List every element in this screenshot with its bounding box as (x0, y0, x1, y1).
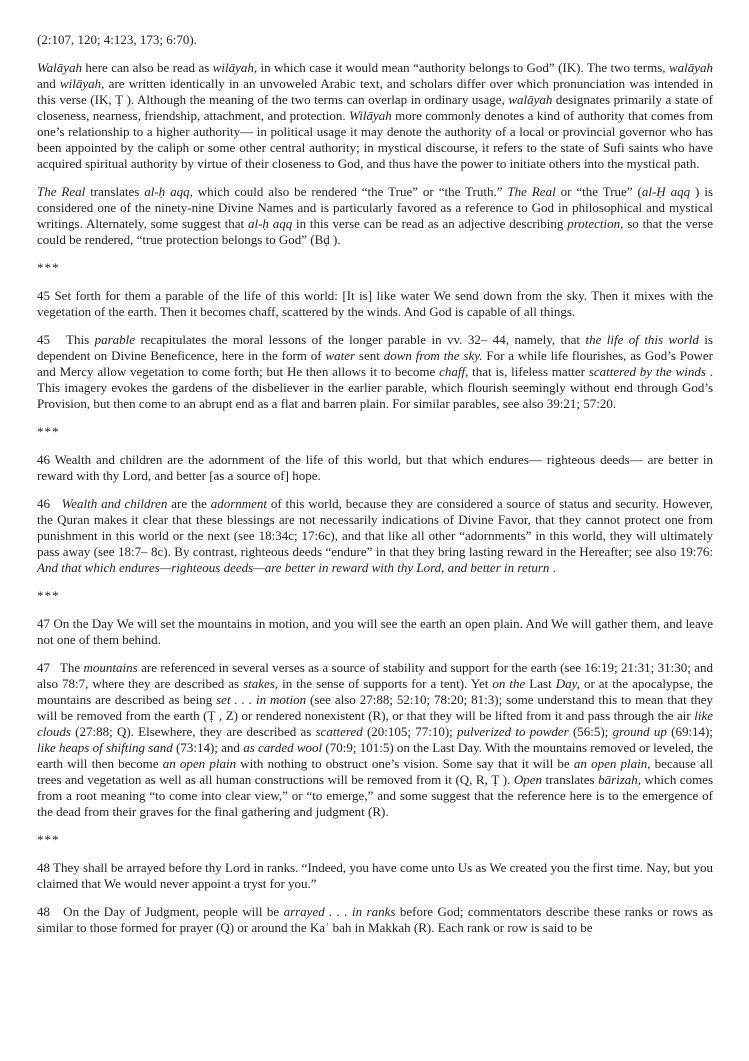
italic-run: al-ḥ aqq, (144, 184, 193, 199)
commentary-paragraph-the-real (37, 184, 713, 248)
italic-run: al-Ḥ aqq (641, 184, 691, 199)
text-run: 47 The (37, 660, 84, 675)
text-run: (73:14); and (172, 740, 244, 755)
text-run: ) is considered one of the ninety-nine Divine Names and is particularly favored as a reference to God in philosophical and mystical writings. Alternately, some suggest that (37, 184, 713, 231)
text-run: or “the True” ( (555, 184, 642, 199)
italic-run: wilāyah, (212, 60, 258, 75)
text-run: 47 On the Day We will set the mountains in motion, and you will see the earth an open plain. And We will gather them, and leave not one of them behind. (37, 616, 713, 647)
italic-run: scattered (315, 724, 363, 739)
italic-run: bārizah, (598, 772, 642, 787)
text-run: or at the apocalypse, the mountains are described as being (37, 676, 714, 707)
italic-run: The Real (507, 184, 556, 199)
commentary-47 (37, 660, 713, 820)
text-run: *** (37, 424, 60, 439)
section-separator (37, 424, 713, 440)
text-run: sent (355, 348, 384, 363)
text-run: here can also be read as (82, 60, 213, 75)
italic-run: walāyah (508, 92, 553, 107)
text-run: is dependent on Divine Beneficence, here in the form of (37, 332, 713, 363)
text-run: so that the verse could be rendered, “true protection belongs to God” (Bḍ ). (37, 216, 713, 247)
italic-run: like heaps of shifting sand (37, 740, 173, 755)
italic-run: an open plain, (573, 756, 651, 771)
italic-run: adornment (210, 496, 268, 511)
text-run: 46 (37, 496, 62, 511)
text-run: before God; commentators describe these ranks or rows as similar to those formed for prayer (Q) or around the Kaʿ bah in Makkah (R). Each rank or row is said to be (37, 904, 713, 935)
text-run: are written identically in an unvoweled Arabic text, and scholars differ over which pronunciation was intended in this verse (IK, Ṭ ). Although the meaning of the two terms can overlap in ordinary usage, (37, 76, 713, 107)
italic-run: Wealth and children (61, 496, 168, 511)
italic-run: Day, (555, 676, 580, 691)
italic-run: on the (492, 676, 526, 691)
verse-47 (37, 616, 713, 648)
text-run: (56:5); (568, 724, 613, 739)
text-run: (20:105; 77:10); (362, 724, 458, 739)
text-run: . (549, 560, 556, 575)
italic-run: walāyah (668, 60, 713, 75)
italic-run: chaff, (439, 364, 469, 379)
text-run: designates primarily a state of closeness, nearness, friendship, attachment, and protection. (37, 92, 714, 123)
italic-run: down from the sky. (383, 348, 483, 363)
text-run: which could also be rendered “the True” or “the Truth.” (192, 184, 508, 199)
italic-run: Wilāyah (349, 108, 392, 123)
italic-run: mountains (83, 660, 138, 675)
text-run: For a while life flourishes, as God’s Power and Mercy allow vegetation to come forth; but He then allows it to become (37, 348, 714, 379)
text-run: with nothing to obstruct one’s vision. Some say that it will be (236, 756, 574, 771)
text-run: recapitulates the moral lessons of the longer parable in vv. 32– 44, namely, that (135, 332, 586, 347)
text-run: in this verse can be read as an adjective describing (292, 216, 568, 231)
text-run: *** (37, 832, 60, 847)
verse-45 (37, 288, 713, 320)
verse-46 (37, 452, 713, 484)
italic-run: The Real (37, 184, 86, 199)
text-run: because all trees and vegetation as well as all human constructions will be removed from it (Q, R, Ṭ ). (37, 756, 713, 787)
italic-run: protection, (567, 216, 624, 231)
text-run: are referenced in several verses as a source of stability and support for the earth (see 16:19; 21:31; 31:30; and also 78:7, where they are described as (37, 660, 713, 691)
text-run: *** (37, 260, 60, 275)
text-run: (70:9; 101:5) on the Last Day. With the mountains removed or leveled, the earth will then become (37, 740, 713, 771)
text-run: (2:107, 120; 4:123, 173; 6:70). (37, 32, 197, 47)
text-run: are the (167, 496, 211, 511)
text-run: translates (542, 772, 599, 787)
section-separator (37, 588, 713, 604)
text-run: that is, lifeless matter (468, 364, 589, 379)
italic-run: set . . . in motion (216, 692, 307, 707)
commentary-46 (37, 496, 713, 576)
text-run: in which case it would mean “authority belongs to God” (IK). The two terms, (257, 60, 669, 75)
italic-run: an open plain (162, 756, 237, 771)
page-content (37, 32, 713, 936)
text-run: . This imagery evokes the gardens of the disbeliever in the earlier parable, which flourish seemingly without end through God’s Provision, but then come to an abrupt end as a flat and barren plain. For similar parables, see also 39:21; 57:20. (37, 364, 713, 411)
commentary-paragraph-walayah (37, 60, 713, 172)
text-run: which comes from a root meaning “to come into clear view,” or “to emerge,” and some suggest that the reference here is to the emergence of the dead from their graves for the final gathering and judgment (R). (37, 772, 714, 819)
italic-run: pulverized to powder (457, 724, 569, 739)
italic-run: And that which endures—righteous deeds—are better in reward with thy Lord, and better in return (37, 560, 550, 575)
text-run: (27:88; Q). Elsewhere, they are described as (70, 724, 316, 739)
text-run: 46 Wealth and children are the adornment of the life of this world, but that which endures— righteous deeds— are better in reward with thy Lord, and better [as a source of] hope. (37, 452, 713, 483)
italic-run: Open (513, 772, 542, 787)
italic-run: al-ḥ aqq (247, 216, 293, 231)
italic-run: water (325, 348, 356, 363)
section-separator (37, 832, 713, 848)
text-run: 45 Set forth for them a parable of the life of this world: [It is] like water We send down from the sky. Then it mixes with the vegetation of the earth. Then it becomes chaff, scattered by the winds. And God is capable of all things. (37, 288, 713, 319)
section-separator (37, 260, 713, 276)
text-run: in the sense of supports for a tent). Yet (278, 676, 493, 691)
italic-run: like clouds (37, 708, 713, 739)
italic-run: scattered by the winds (588, 364, 706, 379)
reference-line (37, 32, 713, 48)
text-run: *** (37, 588, 60, 603)
italic-run: Walāyah (37, 60, 83, 75)
text-run: 48 On the Day of Judgment, people will be (37, 904, 284, 919)
text-run: 48 They shall be arrayed before thy Lord in ranks. “Indeed, you have come unto Us as We created you the first time. Nay, but you claimed that We would never appoint a tryst for you.” (37, 860, 713, 891)
text-run: 45 This (37, 332, 95, 347)
italic-run: stakes, (243, 676, 279, 691)
italic-run: parable (94, 332, 136, 347)
text-run: and (37, 76, 61, 91)
text-run: (see also 27:88; 52:10; 78:20; 81:3); some understand this to mean that they will be removed from the earth (Ṭ , Z) or rendered nonexistent (R), or that they will be lifted from it and pass through the air (37, 692, 713, 723)
italic-run: ground up (612, 724, 667, 739)
text-run: of this world, because they are considered a source of status and security. However, the Quran makes it clear that these blessings are not necessarily indications of Divine Favor, that they cannot protect one from punishment in this world or the next (see 18:34c; 17:6c), and that like all other “adornments” in this world, they will ultimately pass away (see 18:7– 8c). By contrast, righteous deeds “endure” in that they bring lasting reward in the Hereafter; see also 19:76: (37, 496, 713, 559)
text-run: Last (525, 676, 556, 691)
text-run: (69:14); (666, 724, 713, 739)
commentary-48 (37, 904, 713, 936)
verse-48 (37, 860, 713, 892)
text-run: more commonly denotes a kind of authority that comes from one’s relationship to a higher authority— in political usage it may denote the authority of a local or provincial governor who has been appointed by the caliph or some other central authority; in mystical discourse, it refers to the state of Sufi saints who have acquired spiritual authority by virtue of their closeness to God, and thus have the power to initiate others into the mystical path. (37, 108, 713, 171)
commentary-45 (37, 332, 713, 412)
text-run: translates (85, 184, 145, 199)
italic-run: arrayed . . . in ranks (283, 904, 396, 919)
italic-run: wilāyah, (60, 76, 105, 91)
italic-run: the life of this world (585, 332, 699, 347)
italic-run: as carded wool (243, 740, 323, 755)
